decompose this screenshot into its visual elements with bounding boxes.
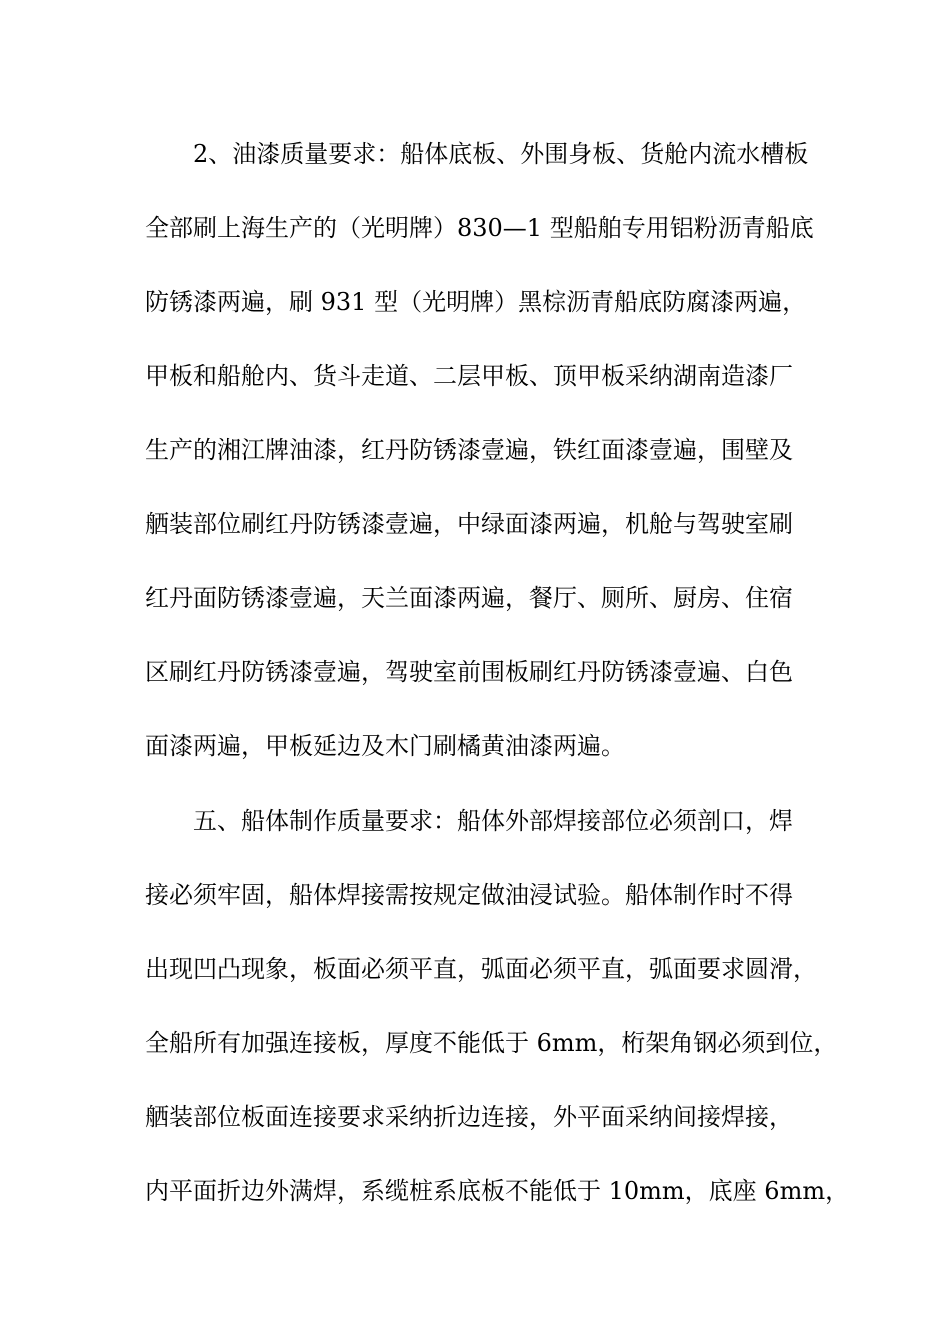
paragraph-line: 甲板和船舱内、货斗走道、二层甲板、顶甲板采纳湖南造漆厂	[145, 362, 793, 390]
paragraph-line: 出现凹凸现象，板面必须平直，弧面必须平直，弧面要求圆滑，	[145, 955, 817, 983]
paragraph-line: 2、油漆质量要求：船体底板、外围身板、货舱内流水槽板	[193, 140, 809, 168]
paragraph-line: 区刷红丹防锈漆壹遍，驾驶室前围板刷红丹防锈漆壹遍、白色	[145, 658, 793, 686]
paragraph-line: 五、船体制作质量要求：船体外部焊接部位必须剖口，焊	[193, 807, 793, 835]
paragraph-line: 舾装部位刷红丹防锈漆壹遍，中绿面漆两遍，机舱与驾驶室刷	[145, 510, 793, 538]
paragraph-line: 内平面折边外满焊，系缆桩系底板不能低于 10mm，底座 6mm，	[145, 1177, 850, 1205]
paragraph-line: 红丹面防锈漆壹遍，天兰面漆两遍，餐厅、厕所、厨房、住宿	[145, 584, 793, 612]
paragraph-line: 面漆两遍，甲板延边及木门刷橘黄油漆两遍。	[145, 732, 625, 760]
paragraph-line: 生产的湘江牌油漆，红丹防锈漆壹遍，铁红面漆壹遍，围壁及	[145, 436, 793, 464]
paragraph-line: 全部刷上海生产的（光明牌）830—1 型船舶专用铝粉沥青船底	[145, 214, 814, 242]
paragraph-line: 防锈漆两遍，刷 931 型（光明牌）黑棕沥青船底防腐漆两遍，	[145, 288, 807, 316]
paragraph-line: 接必须牢固，船体焊接需按规定做油浸试验。船体制作时不得	[145, 881, 793, 909]
paragraph-line: 全船所有加强连接板，厚度不能低于 6mm，桁架角钢必须到位，	[145, 1029, 838, 1057]
paragraph-line: 舾装部位板面连接要求采纳折边连接，外平面采纳间接焊接，	[145, 1103, 793, 1131]
